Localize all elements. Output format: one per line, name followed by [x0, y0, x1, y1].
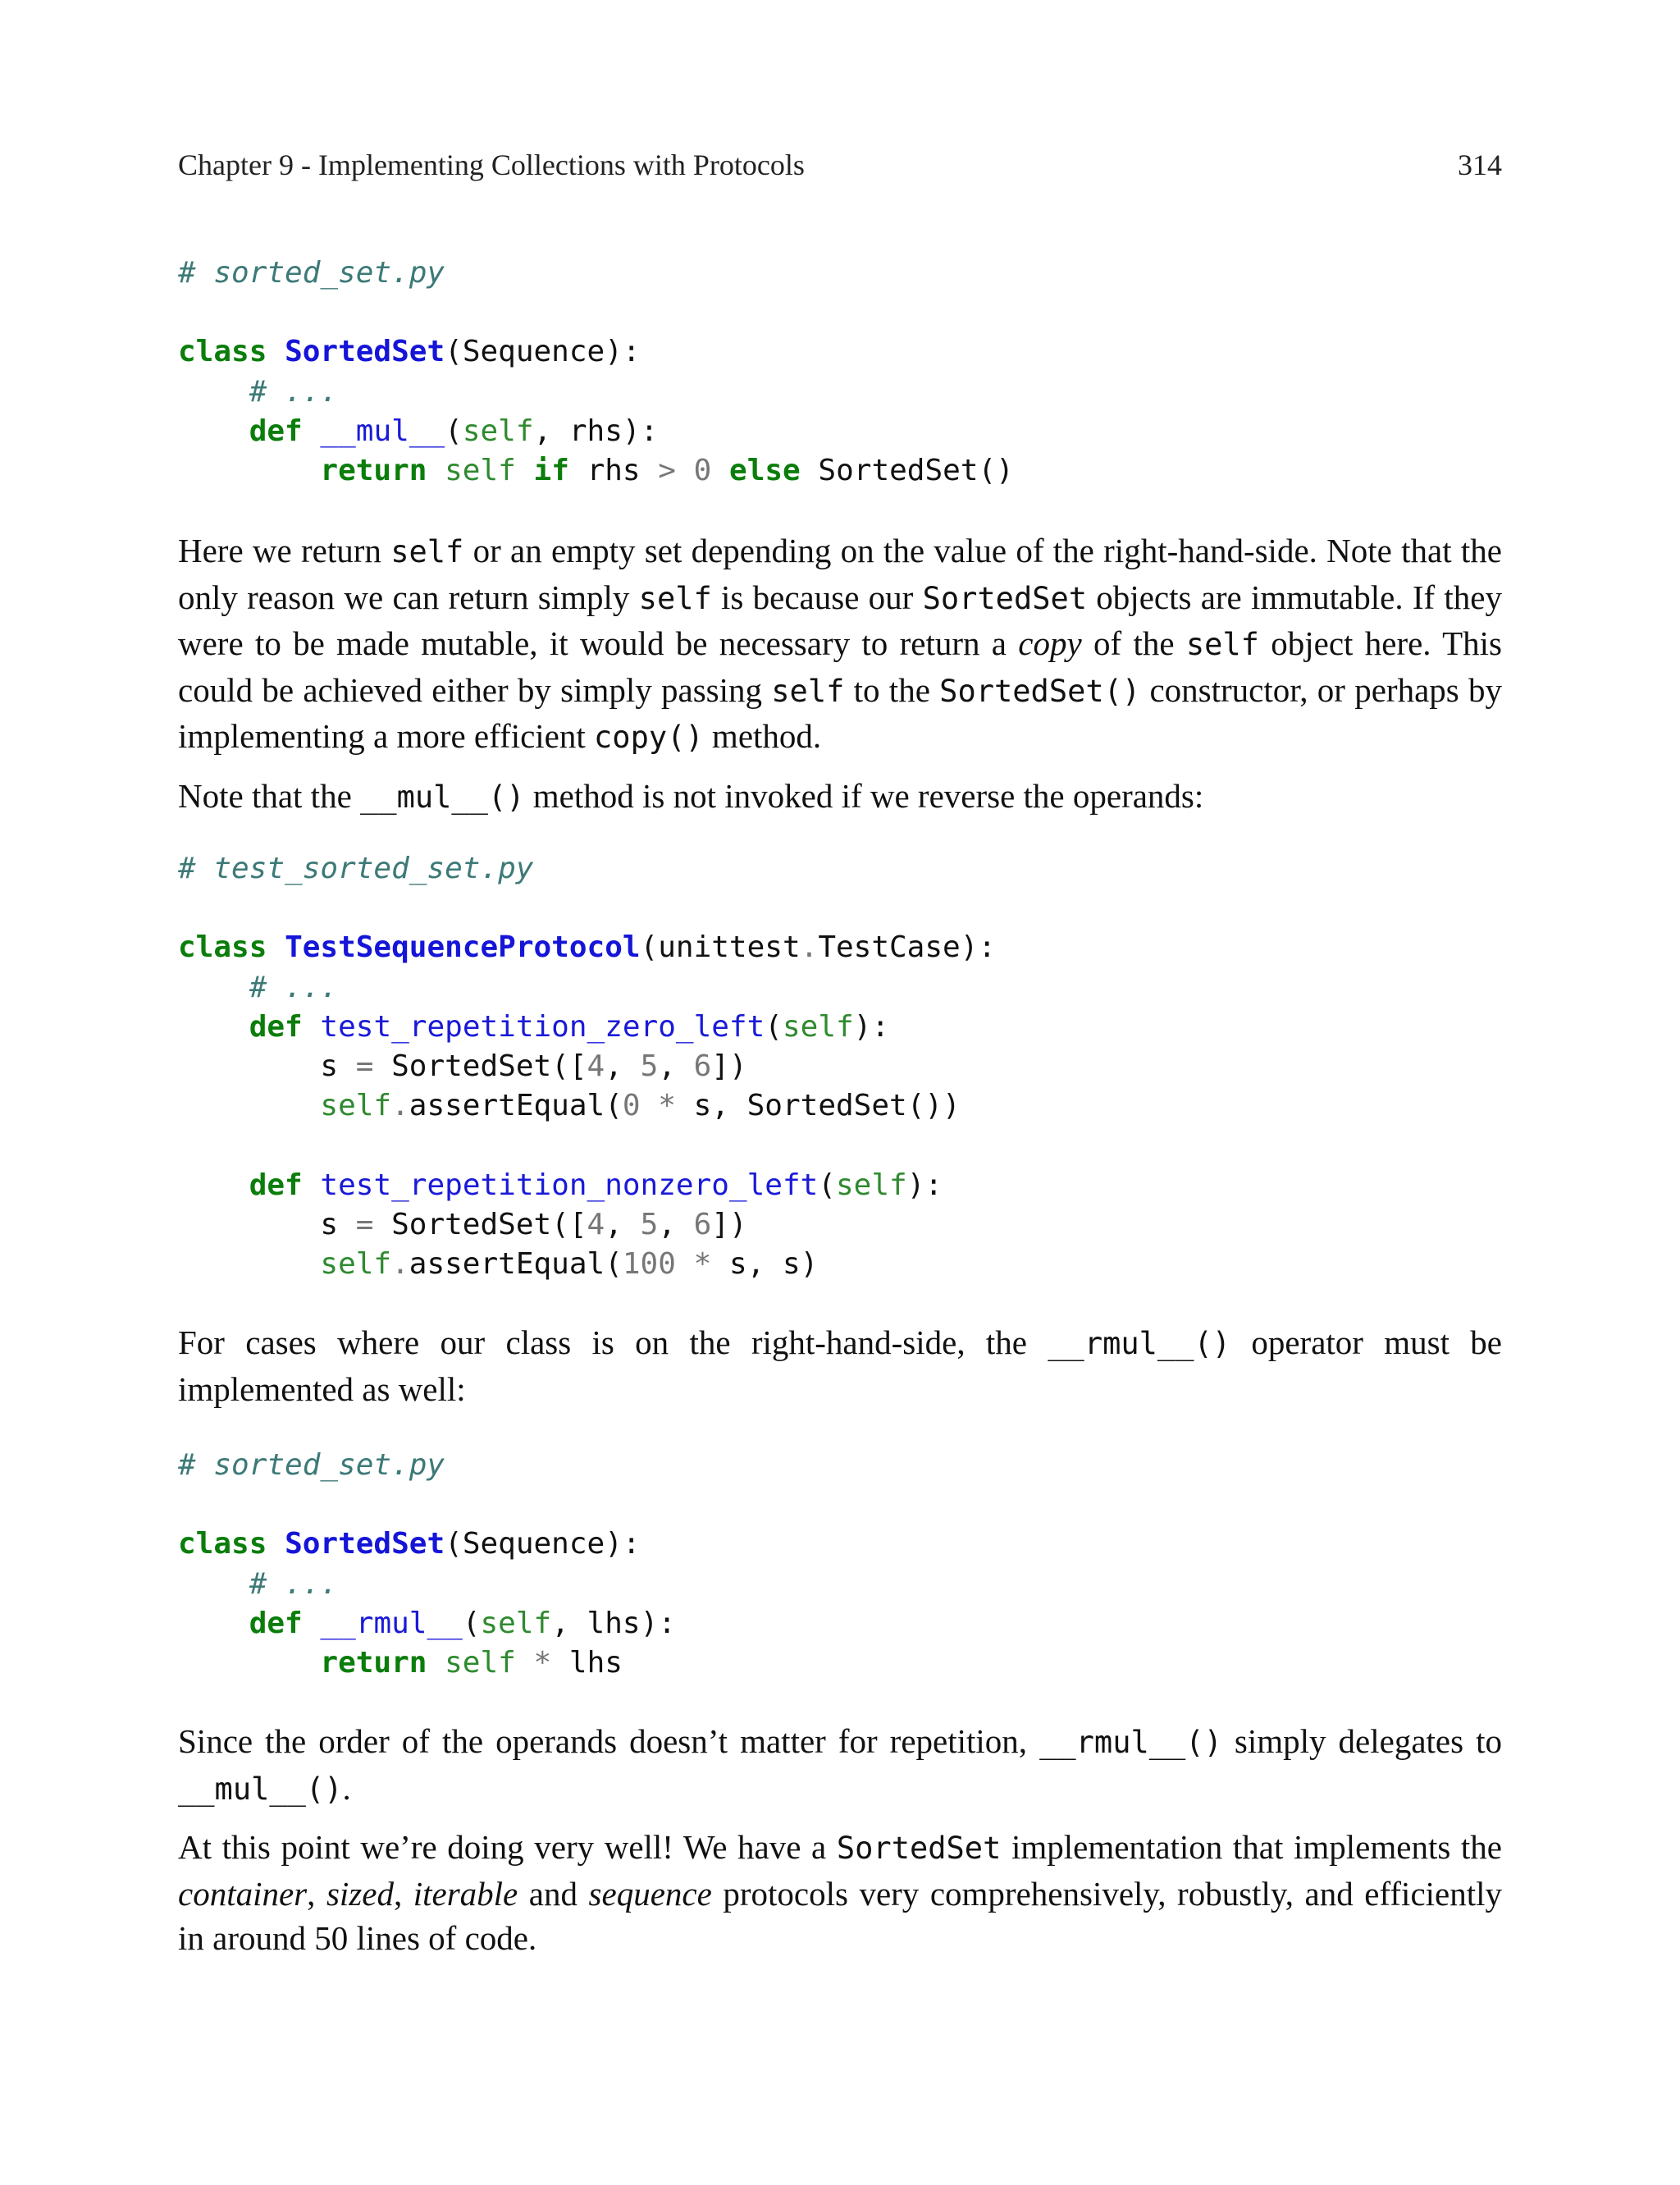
inline-code: __mul__() [360, 779, 525, 815]
inline-code: self [638, 580, 712, 616]
text-run: Note that the [178, 777, 361, 815]
code-number: 6 [693, 1049, 712, 1084]
text-run: protocols very comprehensively, robustly, and efficiently in around 50 lines of code. [178, 1874, 1503, 1957]
text-run: method is not invoked if we reverse the operands: [524, 777, 1204, 815]
code-text: SortedSet([ [373, 1207, 587, 1241]
code-builtin: self [320, 1247, 392, 1282]
code-number: 4 [587, 1049, 605, 1084]
code-comment: # sorted_set.py [178, 1448, 445, 1482]
code-text: ( [765, 1009, 783, 1044]
code-text: , [658, 1207, 694, 1241]
code-operator: * [533, 1646, 552, 1680]
text-run: For cases where our class is on the right-hand-side, the [178, 1323, 1048, 1361]
code-keyword: return [320, 1646, 427, 1680]
code-operator: . [800, 930, 819, 965]
page-number: 314 [1458, 149, 1502, 181]
inline-code: __rmul__() [1048, 1326, 1231, 1361]
code-text: , [605, 1207, 641, 1241]
inline-code: self [771, 673, 845, 709]
code-keyword: class [178, 930, 267, 965]
code-keyword: def [249, 1009, 303, 1044]
code-keyword: if [533, 454, 569, 488]
code-text: , [658, 1049, 694, 1084]
emphasis: sequence [588, 1874, 712, 1913]
code-keyword: return [320, 454, 427, 488]
text-run: implementation that implements the [1001, 1828, 1502, 1866]
code-number: 0 [622, 1089, 641, 1123]
text-run: . [342, 1768, 351, 1807]
code-text: ( [818, 1168, 836, 1202]
code-text: (Sequence): [445, 1527, 641, 1561]
code-function-name: test_repetition_zero_left [320, 1009, 765, 1044]
code-class-name: TestSequenceProtocol [285, 930, 641, 965]
inline-code: copy() [594, 720, 704, 755]
code-builtin: self [445, 454, 516, 488]
text-run: object here. This could be achieved either by simply passing [178, 624, 1502, 709]
emphasis: copy [1018, 624, 1082, 662]
code-comment: # sorted_set.py [178, 256, 445, 290]
code-function-name: test_repetition_nonzero_left [320, 1168, 819, 1202]
code-block-test-sequence-protocol [178, 849, 1502, 1284]
emphasis: iterable [413, 1874, 518, 1913]
chapter-title: Chapter 9 - Implementing Collections with Protocols [178, 149, 805, 181]
code-class-name: SortedSet [285, 335, 445, 369]
text-run: or an empty set depending on the value of the right-hand-side. Note that the only reason we can return simply [178, 532, 1502, 616]
text-run: to the [844, 670, 940, 709]
code-number: 6 [693, 1207, 712, 1241]
inline-code: __mul__() [178, 1771, 343, 1807]
code-text: assertEqual( [409, 1247, 623, 1282]
inline-code: __rmul__() [1039, 1725, 1222, 1760]
paragraph-rmul-intro [178, 1320, 1502, 1411]
inline-code: SortedSet() [939, 673, 1141, 709]
code-number: 5 [640, 1207, 659, 1241]
code-keyword: def [249, 1168, 303, 1202]
paragraph-self-return [178, 528, 1502, 761]
emphasis: sized [326, 1874, 394, 1913]
code-text: rhs [587, 454, 641, 488]
code-keyword: class [178, 335, 267, 369]
code-text: TestCase): [818, 930, 997, 965]
code-builtin: self [445, 1646, 516, 1680]
code-builtin: self [480, 1606, 552, 1640]
inline-code: SortedSet [922, 580, 1088, 616]
code-text: ]) [711, 1207, 747, 1241]
code-class-name: SortedSet [285, 1527, 445, 1561]
code-block-sorted-set-rmul [178, 1446, 1502, 1683]
inline-code: self [1185, 627, 1259, 662]
code-keyword: class [178, 1527, 267, 1561]
code-builtin: self [782, 1009, 854, 1044]
text-run: operator must be implemented as well: [178, 1323, 1502, 1408]
code-operator: . [391, 1089, 409, 1123]
code-operator: = [355, 1049, 374, 1084]
code-number: 4 [587, 1207, 605, 1241]
code-operator: * [658, 1089, 676, 1123]
code-text: ( [445, 414, 463, 448]
code-text: s, s) [711, 1247, 819, 1282]
code-operator: > [658, 454, 676, 488]
code-text: , lhs): [551, 1606, 676, 1640]
code-builtin: self [835, 1168, 907, 1202]
text-run: Here we return [178, 532, 391, 569]
running-header [178, 144, 1502, 185]
paragraph-reverse-operands [178, 774, 1502, 821]
text-run: , [393, 1874, 413, 1913]
code-text: s [320, 1049, 356, 1084]
code-text: ( [462, 1606, 481, 1640]
code-text: s, SortedSet()) [675, 1089, 961, 1123]
code-text: (Sequence): [445, 335, 641, 369]
code-text: SortedSet([ [373, 1049, 587, 1084]
code-function-name: __mul__ [320, 414, 445, 448]
code-keyword: def [249, 1606, 303, 1640]
code-builtin: self [320, 1089, 392, 1123]
code-text: ): [853, 1009, 890, 1044]
text-run: and [518, 1874, 589, 1913]
code-text: SortedSet() [818, 454, 1014, 488]
code-operator: . [391, 1247, 409, 1282]
text-run: simply delegates to [1221, 1722, 1502, 1760]
code-text: assertEqual( [409, 1089, 623, 1123]
code-number: 100 [622, 1247, 676, 1282]
paragraph-rmul-delegates [178, 1719, 1502, 1812]
code-operator: * [693, 1247, 712, 1282]
code-text: s [320, 1207, 356, 1241]
text-run: is because our [711, 578, 923, 616]
text-run: of the [1081, 624, 1186, 662]
code-text: (unittest [640, 930, 801, 965]
text-run: objects are immutable. If they were to be made mutable, it would be necessary to return a [178, 578, 1503, 662]
text-run: method. [703, 717, 822, 755]
code-comment: # test_sorted_set.py [178, 852, 534, 885]
code-keyword: else [729, 454, 801, 488]
code-number: 5 [640, 1049, 659, 1084]
code-function-name: __rmul__ [320, 1606, 463, 1640]
code-operator: = [355, 1207, 374, 1241]
paragraph-summary [178, 1825, 1502, 1961]
code-builtin: self [462, 414, 534, 448]
inline-code: SortedSet [836, 1831, 1002, 1866]
code-number: 0 [693, 454, 712, 488]
emphasis: container [178, 1874, 308, 1913]
code-text: , [605, 1049, 641, 1084]
inline-code: self [390, 534, 464, 569]
text-run: At this point we’re doing very well! We have a [178, 1828, 837, 1866]
code-text: ]) [711, 1049, 747, 1084]
text-run: constructor, or perhaps by implementing a more efficient [178, 670, 1502, 755]
code-comment: # ... [249, 970, 339, 1004]
code-comment: # ... [249, 1566, 339, 1601]
code-text: , rhs): [533, 414, 659, 448]
code-text: ): [906, 1168, 943, 1202]
text-run: , [307, 1874, 326, 1913]
code-comment: # ... [249, 374, 339, 409]
code-keyword: def [249, 414, 303, 448]
code-block-sorted-set-mul [178, 254, 1502, 491]
code-text: lhs [568, 1646, 623, 1680]
text-run: Since the order of the operands doesn’t matter for repetition, [178, 1722, 1040, 1760]
